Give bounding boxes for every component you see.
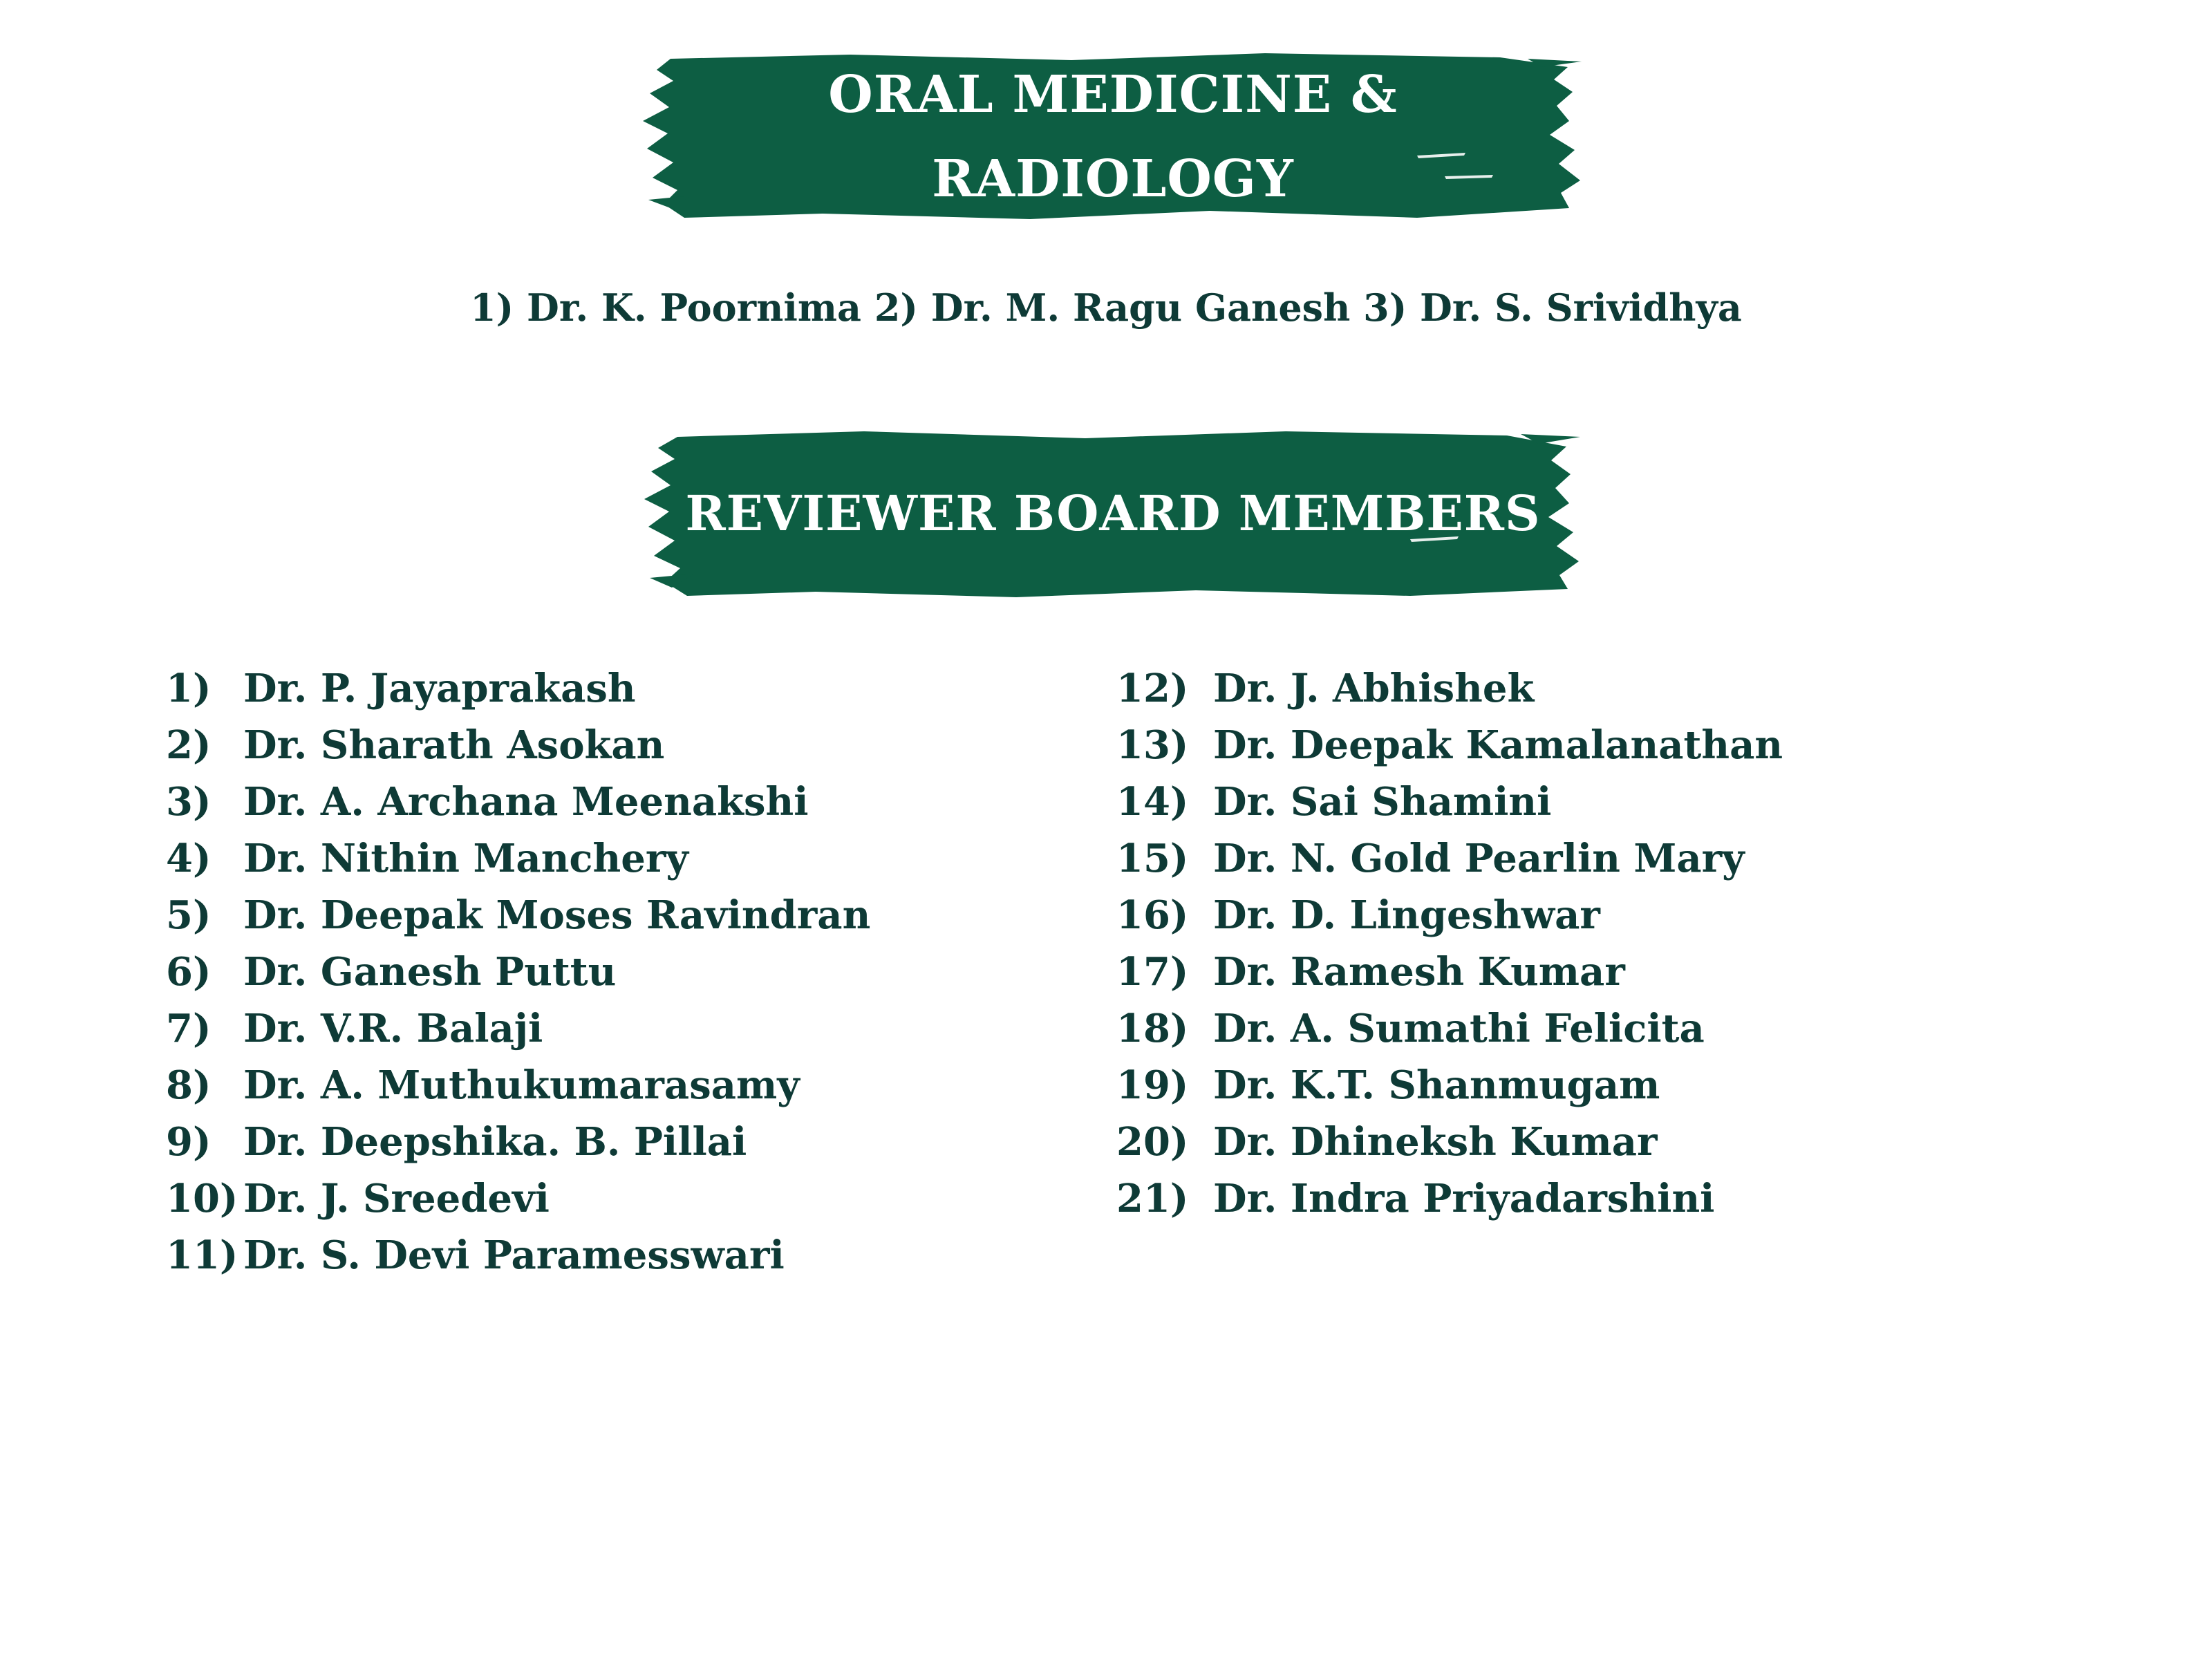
reviewer-name: Dr. Ramesh Kumar [1213, 949, 1625, 995]
reviewer-list-item [166, 1000, 870, 1057]
reviewer-list-item [1116, 1057, 1783, 1114]
reviewer-number: 21) [1116, 1176, 1189, 1221]
reviewer-name: Dr. N. Gold Pearlin Mary [1213, 836, 1745, 881]
reviewer-number: 6) [166, 949, 212, 995]
banner-title-block [643, 52, 1583, 221]
reviewer-list-item [1116, 774, 1783, 830]
reviewer-name: Dr. J. Abhishek [1213, 666, 1535, 711]
reviewer-list-item [166, 887, 870, 944]
reviewer-list-item [1116, 717, 1783, 774]
section-banner-oral-medicine [643, 52, 1583, 221]
reviewer-name: Dr. K.T. Shanmugam [1213, 1062, 1660, 1108]
reviewer-list-item [1116, 660, 1783, 717]
reviewer-list-item [1116, 1114, 1783, 1170]
reviewer-list-item [166, 1227, 870, 1284]
reviewer-number: 12) [1116, 666, 1189, 711]
section-title-line2: RADIOLOGY [932, 149, 1294, 209]
reviewer-number: 3) [166, 779, 212, 825]
reviewer-list-item [166, 1170, 870, 1227]
section-title: REVIEWER BOARD MEMBERS [685, 484, 1541, 542]
reviewer-number: 17) [1116, 949, 1189, 995]
reviewer-list-item [166, 1114, 870, 1170]
reviewer-list-item [1116, 887, 1783, 944]
banner-title-block [643, 429, 1583, 598]
reviewer-number: 19) [1116, 1062, 1189, 1108]
reviewer-name: Dr. D. Lingeshwar [1213, 892, 1600, 938]
reviewer-number: 7) [166, 1006, 212, 1051]
reviewer-list-item [166, 774, 870, 830]
reviewer-name: Dr. V.R. Balaji [243, 1006, 543, 1051]
reviewer-name: Dr. S. Devi Paramesswari [243, 1232, 785, 1278]
reviewer-list-right [1116, 660, 1783, 1227]
reviewer-list-item [1116, 1170, 1783, 1227]
reviewer-list-item [1116, 830, 1783, 887]
reviewer-list-item [166, 717, 870, 774]
reviewer-list-item [1116, 1000, 1783, 1057]
reviewer-number: 8) [166, 1062, 212, 1108]
reviewer-name: Dr. Deepshika. B. Pillai [243, 1119, 747, 1165]
reviewer-list-item [166, 944, 870, 1000]
reviewer-name: Dr. Deepak Moses Ravindran [243, 892, 871, 938]
oral-medicine-members: 1) Dr. K. Poornima 2) Dr. M. Ragu Ganesh 3) Dr. S. Srividhya [470, 285, 1742, 330]
reviewer-name: Dr. Ganesh Puttu [243, 949, 617, 995]
reviewer-name: Dr. Dhineksh Kumar [1213, 1119, 1658, 1165]
reviewer-name: Dr. A. Sumathi Felicita [1213, 1006, 1705, 1051]
reviewer-number: 9) [166, 1119, 212, 1165]
reviewer-number: 16) [1116, 892, 1189, 938]
reviewer-list-item [166, 830, 870, 887]
reviewer-number: 13) [1116, 722, 1189, 768]
reviewer-name: Dr. Sai Shamini [1213, 779, 1552, 825]
reviewer-name: Dr. Indra Priyadarshini [1213, 1176, 1715, 1221]
reviewer-list-item [166, 660, 870, 717]
reviewer-number: 5) [166, 892, 212, 938]
reviewer-number: 11) [166, 1232, 238, 1278]
reviewer-list-left [166, 660, 870, 1284]
reviewer-name: Dr. A. Muthukumarasamy [243, 1062, 800, 1108]
section-banner-reviewer-board [643, 429, 1583, 598]
reviewer-number: 14) [1116, 779, 1189, 825]
reviewer-name: Dr. Deepak Kamalanathan [1213, 722, 1783, 768]
reviewer-list-item [1116, 944, 1783, 1000]
reviewer-number: 18) [1116, 1006, 1189, 1051]
reviewer-number: 10) [166, 1176, 238, 1221]
reviewer-number: 20) [1116, 1119, 1189, 1165]
reviewer-number: 15) [1116, 836, 1189, 881]
reviewer-name: Dr. P. Jayaprakash [243, 666, 636, 711]
reviewer-name: Dr. Nithin Manchery [243, 836, 688, 881]
reviewer-name: Dr. J. Sreedevi [243, 1176, 550, 1221]
reviewer-number: 2) [166, 722, 212, 768]
section-title-line1: ORAL MEDICINE & [828, 64, 1398, 124]
reviewer-name: Dr. Sharath Asokan [243, 722, 665, 768]
reviewer-list-item [166, 1057, 870, 1114]
reviewer-number: 4) [166, 836, 212, 881]
reviewer-number: 1) [166, 666, 212, 711]
reviewer-name: Dr. A. Archana Meenakshi [243, 779, 809, 825]
